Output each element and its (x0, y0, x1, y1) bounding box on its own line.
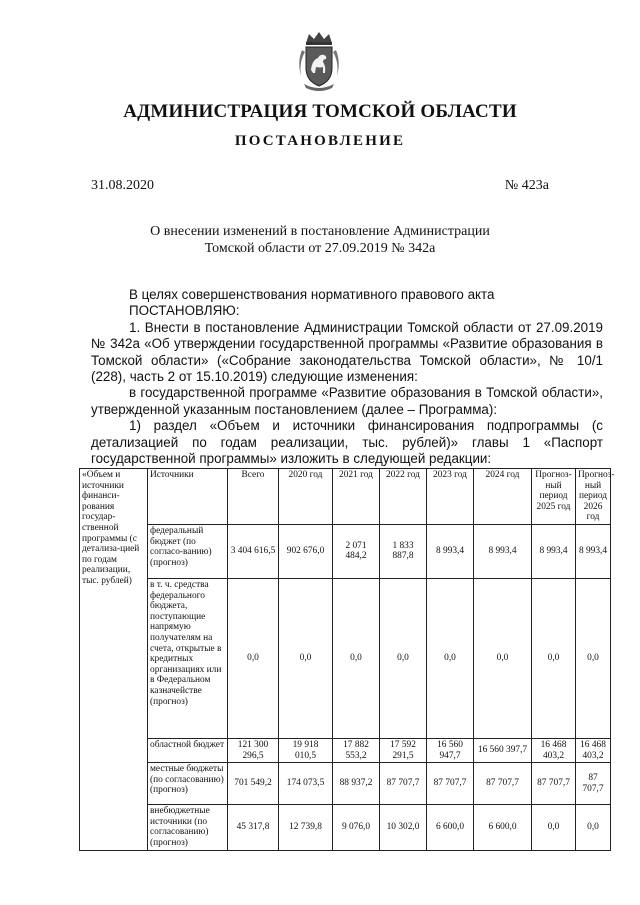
item-1-1-paragraph: 1) раздел «Объем и источники финансирования подпрограммы (с детализацией по годам реализации, тыс. рублей)» главы 1 «Паспорт государственной программы» изложить в следующей редакции: (91, 418, 603, 467)
value-cell: 16 560 947,7 (427, 738, 474, 762)
column-header: Всего (228, 469, 279, 525)
table-header-row (80, 469, 611, 525)
row-header-cell: «Объем и источники финанси-рования государ-ственной программы (с детализа-цией по годам реализации, тыс. рублей) (80, 469, 148, 851)
column-header: Прогноз-ный период 2026 год (576, 469, 611, 525)
value-cell: 17 592 291,5 (380, 738, 427, 762)
subject-line-1: О внесении изменений в постановление Администрации (150, 224, 490, 239)
source-cell: федеральный бюджет (по согласо-ванию) (прогноз) (148, 524, 228, 578)
financing-table (79, 468, 615, 851)
value-cell: 88 937,2 (333, 763, 380, 805)
value-cell: 9 076,0 (333, 805, 380, 850)
table-row (80, 524, 611, 578)
value-cell: 6 600,0 (474, 805, 532, 850)
value-cell: 121 300 296,5 (228, 738, 279, 762)
value-cell: 8 993,4 (427, 524, 474, 578)
document-subject (140, 223, 500, 257)
value-cell: 2 071 484,2 (333, 524, 380, 578)
value-cell: 87 707,7 (532, 763, 576, 805)
table-row (80, 763, 611, 805)
column-header: 2020 год (279, 469, 333, 525)
source-cell: местные бюджеты (по согласованию) (прогноз) (148, 763, 228, 805)
resolve-paragraph: ПОСТАНОВЛЯЮ: (129, 303, 240, 319)
column-header: Прогноз-ный период 2025 год (532, 469, 576, 525)
organization-title: АДМИНИСТРАЦИЯ ТОМСКОЙ ОБЛАСТИ (123, 101, 517, 122)
value-cell: 17 882 553,2 (333, 738, 380, 762)
document-type: ПОСТАНОВЛЕНИЕ (234, 133, 406, 149)
value-cell: 16 468 403,2 (532, 738, 576, 762)
value-cell: 0,0 (474, 578, 532, 738)
value-cell: 701 549,2 (228, 763, 279, 805)
value-cell: 6 600,0 (427, 805, 474, 850)
item-1-paragraph: 1. Внести в постановление Администрации Томской области от 27.09.2019 № 342а «Об утверждении государственной программы «Развитие образования в Томской области» («Собрание законодательства Томской области», № 10/1 (228), часть 2 от 15.10.2019) следующие изменения: (91, 319, 603, 385)
value-cell: 0,0 (228, 578, 279, 738)
item-1-sub-paragraph: в государственной программе «Развитие образования в Томской области», утвержденной указанным постановлением (далее – Программа): (91, 385, 603, 417)
document-number: № 423а (504, 178, 549, 193)
table-row (80, 738, 611, 762)
value-cell: 87 707,7 (576, 763, 611, 805)
value-cell: 19 918 010,5 (279, 738, 333, 762)
value-cell: 8 993,4 (576, 524, 611, 578)
value-cell: 0,0 (333, 578, 380, 738)
subject-line-2: Томской области от 27.09.2019 № 342а (204, 241, 436, 256)
value-cell: 16 468 403,2 (576, 738, 611, 762)
value-cell: 16 560 397,7 (474, 738, 532, 762)
source-cell: областной бюджет (148, 738, 228, 762)
column-header: 2023 год (427, 469, 474, 525)
value-cell: 174 073,5 (279, 763, 333, 805)
value-cell: 3 404 616,5 (228, 524, 279, 578)
value-cell: 45 317,8 (228, 805, 279, 850)
source-cell: внебюджетные источники (по согласованию) (прогноз) (148, 805, 228, 850)
column-header: 2024 год (474, 469, 532, 525)
value-cell: 0,0 (380, 578, 427, 738)
value-cell: 0,0 (532, 578, 576, 738)
value-cell: 87 707,7 (474, 763, 532, 805)
value-cell: 0,0 (532, 805, 576, 850)
coat-of-arms-icon (296, 30, 342, 92)
document-date: 31.08.2020 (91, 178, 154, 193)
value-cell: 0,0 (576, 805, 611, 850)
value-cell: 10 302,0 (380, 805, 427, 850)
column-header: 2022 год (380, 469, 427, 525)
source-cell: в т. ч. средства федерального бюджета, поступающие напрямую получателям на счета, открытые в кредитных организациях или в Федеральном казначействе (прогноз) (148, 578, 228, 738)
table-row (80, 578, 611, 738)
value-cell: 8 993,4 (474, 524, 532, 578)
intro-paragraph: В целях совершенствования нормативного правового акта (129, 287, 495, 302)
value-cell: 0,0 (576, 578, 611, 738)
document-body (91, 287, 603, 467)
table-row (80, 805, 611, 850)
value-cell: 0,0 (427, 578, 474, 738)
value-cell: 8 993,4 (532, 524, 576, 578)
value-cell: 87 707,7 (380, 763, 427, 805)
value-cell: 1 833 887,8 (380, 524, 427, 578)
value-cell: 87 707,7 (427, 763, 474, 805)
column-header: 2021 год (333, 469, 380, 525)
column-header: Источники (148, 469, 228, 525)
value-cell: 0,0 (279, 578, 333, 738)
value-cell: 12 739,8 (279, 805, 333, 850)
value-cell: 902 676,0 (279, 524, 333, 578)
